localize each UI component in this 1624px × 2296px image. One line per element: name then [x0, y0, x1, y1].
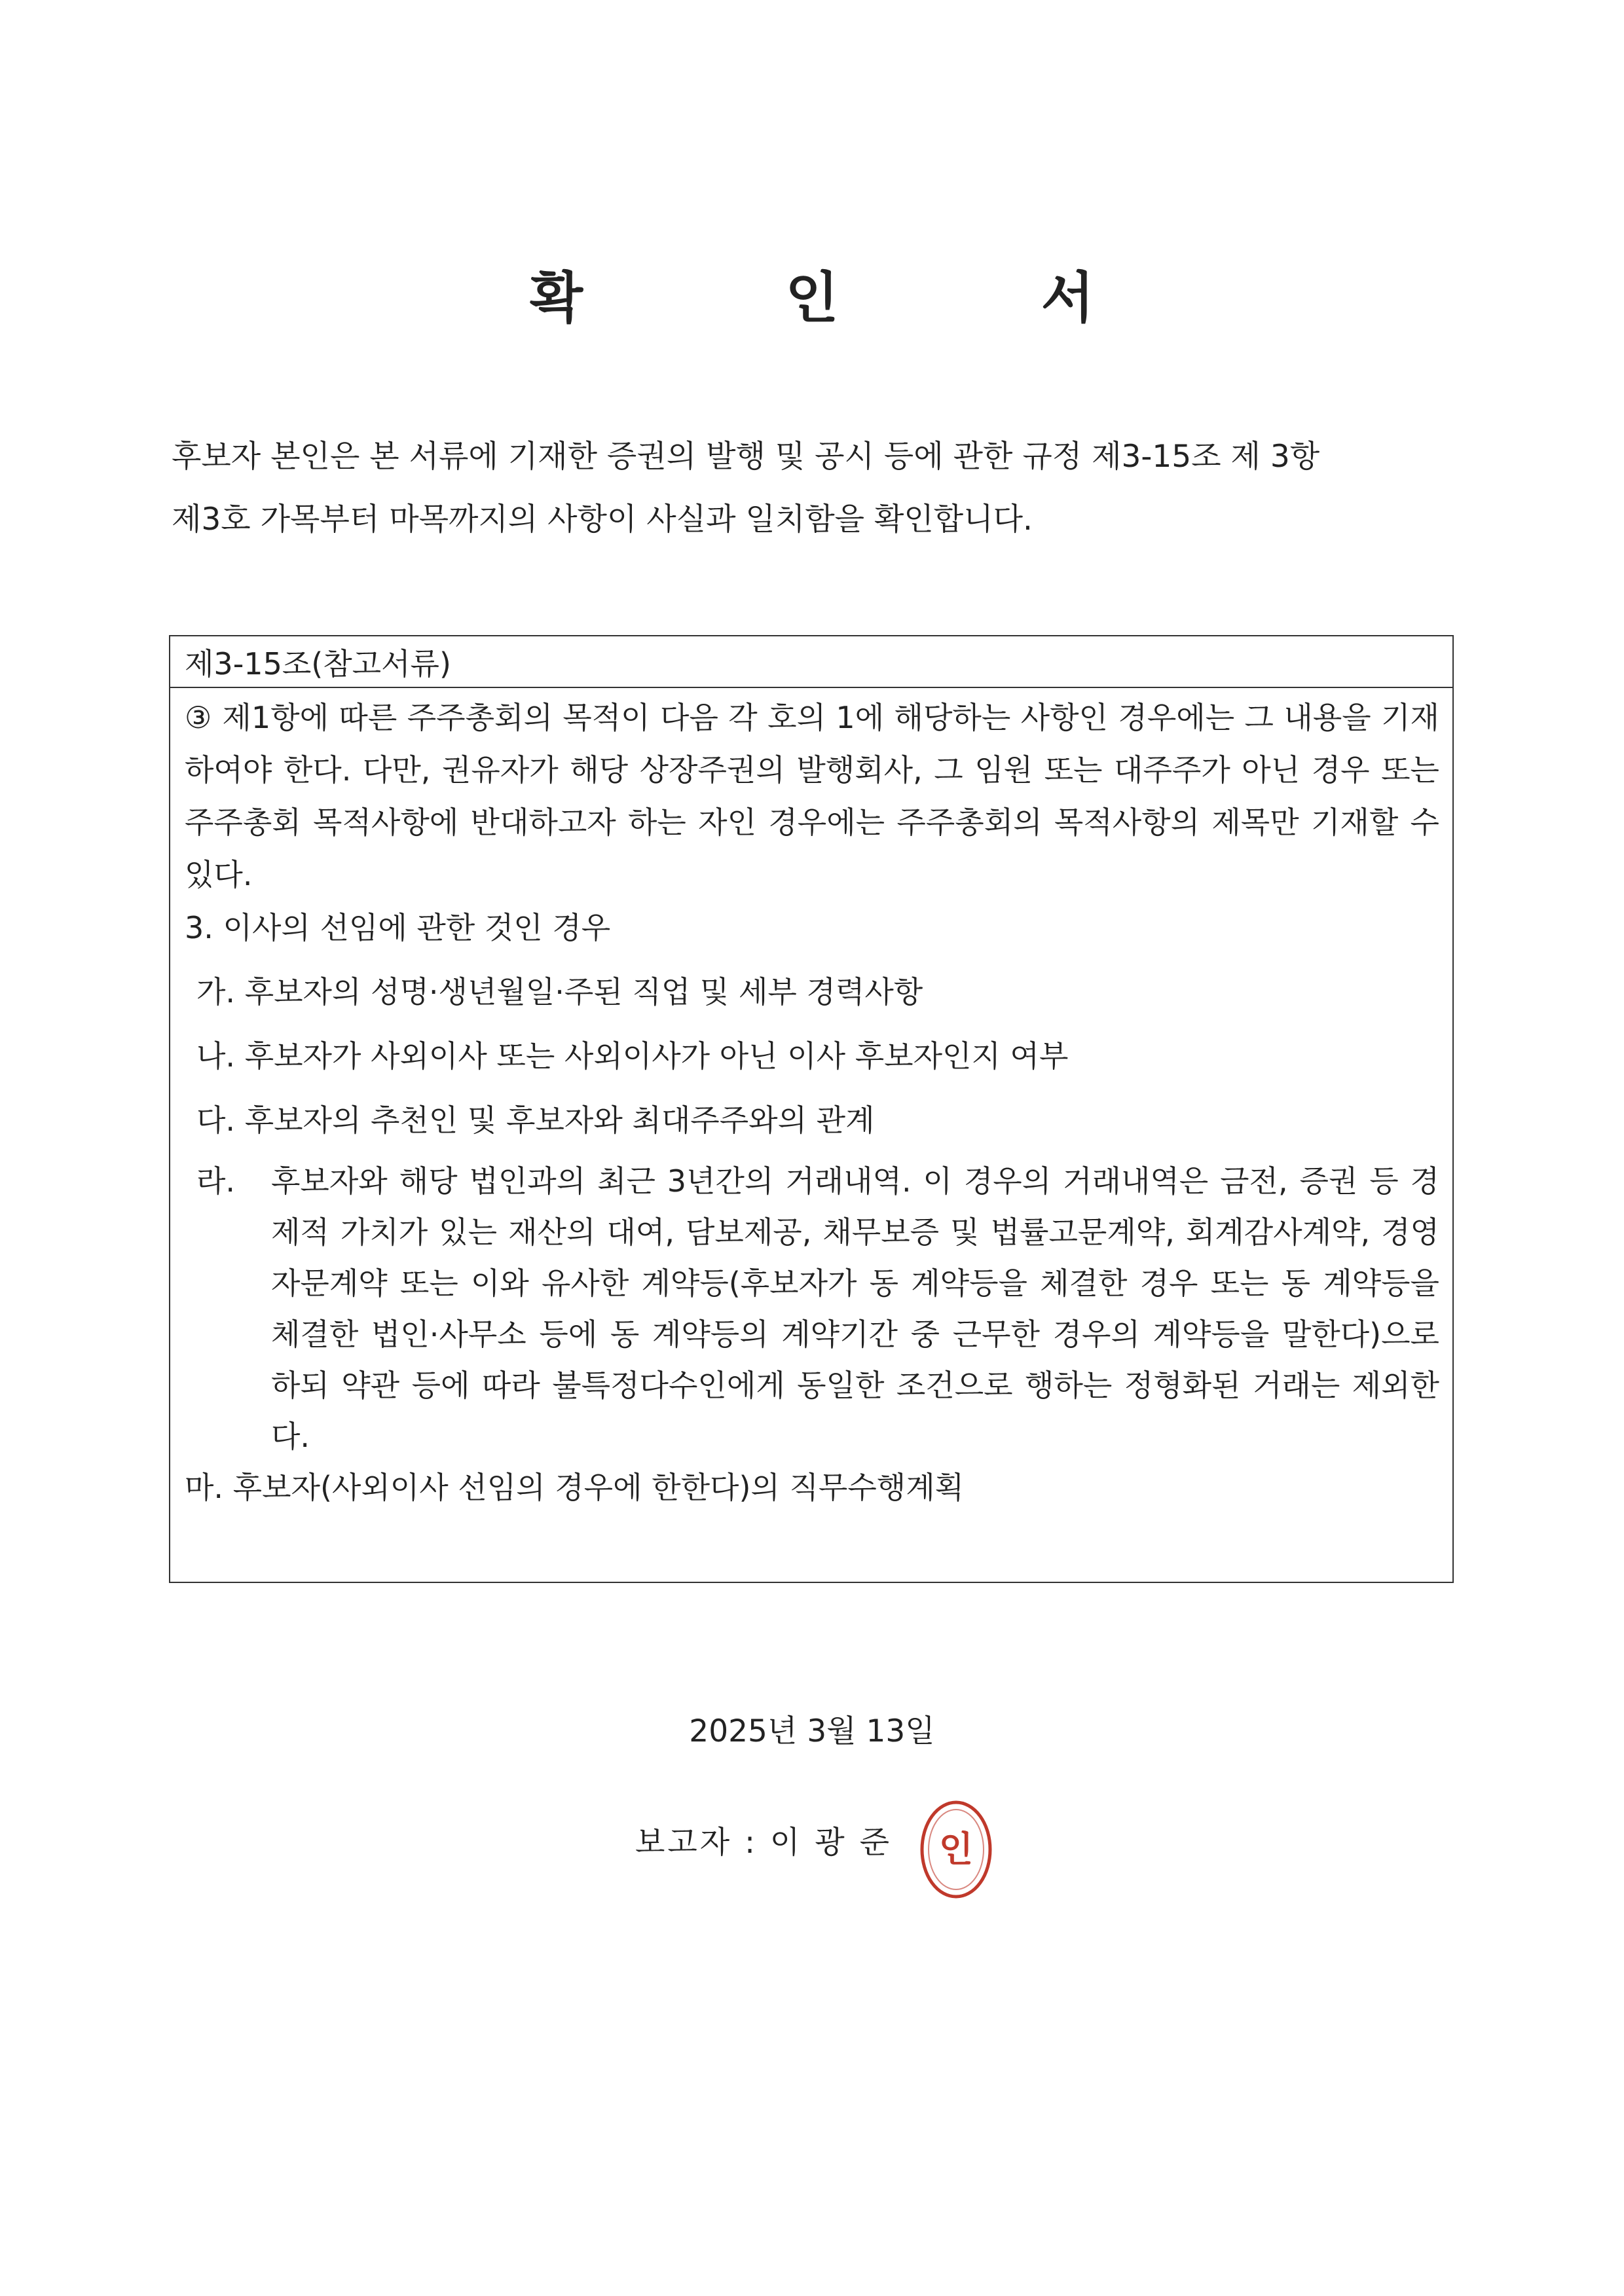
sub-item-na — [196, 1030, 1068, 1082]
sub-item-marker: 나. — [196, 1038, 236, 1074]
sub-item-text: 후보자의 추천인 및 후보자와 최대주주와의 관계 — [244, 1102, 875, 1138]
sub-item-marker: 다. — [196, 1102, 236, 1138]
seal-stamp-icon — [917, 1797, 995, 1902]
document-title: 확 인 서 — [530, 266, 1186, 330]
sub-item-marker: 라. — [196, 1163, 236, 1199]
signer-line: 보고자 : 이 광 준 — [635, 1825, 893, 1861]
sub-item-text: 후보자의 성명·생년월일·주된 직업 및 세부 경력사항 — [244, 974, 923, 1010]
sub-item-marker: 가. — [196, 974, 236, 1010]
reference-paragraph: ③ 제1항에 따른 주주총회의 목적이 다음 각 호의 1에 해당하는 사항인 경우에는 그 내용을 기재하여야 한다. 다만, 권유자가 해당 상장주권의 발행회사, 그 임원 또는 대주주가 아닌 경우 또는 주주총회 목적사항에 반대하고자 하는 자인 경우에는 주주총회의 목적사항의 제목만 기재할 수 있다. — [185, 700, 1439, 892]
reference-divider — [170, 687, 1452, 688]
reference-item-3: 3. 이사의 선임에 관한 것인 경우 — [185, 910, 611, 945]
intro-line-2: 제3호 가목부터 마목까지의 사항이 사실과 일치함을 확인합니다. — [172, 501, 1033, 538]
sub-item-text: 후보자와 해당 법인과의 최근 3년간의 거래내역. 이 경우의 거래내역은 금전, 증권 등 경제적 가치가 있는 재산의 대여, 담보제공, 채무보증 및 법률고문계약, 회계감사계약, 경영자문계약 또는 이와 유사한 계약등(후보자가 동 계약등을 체결한 경우 또는 동 계약등을 체결한 법인·사무소 등에 동 계약등의 계약기간 중 근무한 경우의 계약등을 말한다)으로 하되 약관 등에 따라 불특정다수인에게 동일한 조건으로 행하는 정형화된 거래는 제외한다. — [271, 1163, 1439, 1454]
sub-item-ra — [196, 1156, 1439, 1462]
reference-item-ma: 마. 후보자(사외이사 선임의 경우에 한한다)의 직무수행계획 — [185, 1470, 965, 1505]
sub-item-ga — [196, 966, 923, 1018]
sub-item-da — [196, 1094, 875, 1146]
document-date: 2025년 3월 13일 — [689, 1713, 935, 1749]
reference-heading: 제3-15조(참고서류) — [185, 646, 451, 682]
intro-text — [172, 426, 1480, 551]
intro-line-1: 후보자 본인은 본 서류에 기재한 증권의 발행 및 공시 등에 관한 규정 제3-15조 제 3항 — [172, 439, 1320, 475]
sub-item-text: 후보자가 사외이사 또는 사외이사가 아닌 이사 후보자인지 여부 — [244, 1038, 1069, 1074]
seal-text: 인 — [938, 1828, 974, 1870]
reference-box — [169, 635, 1454, 1583]
